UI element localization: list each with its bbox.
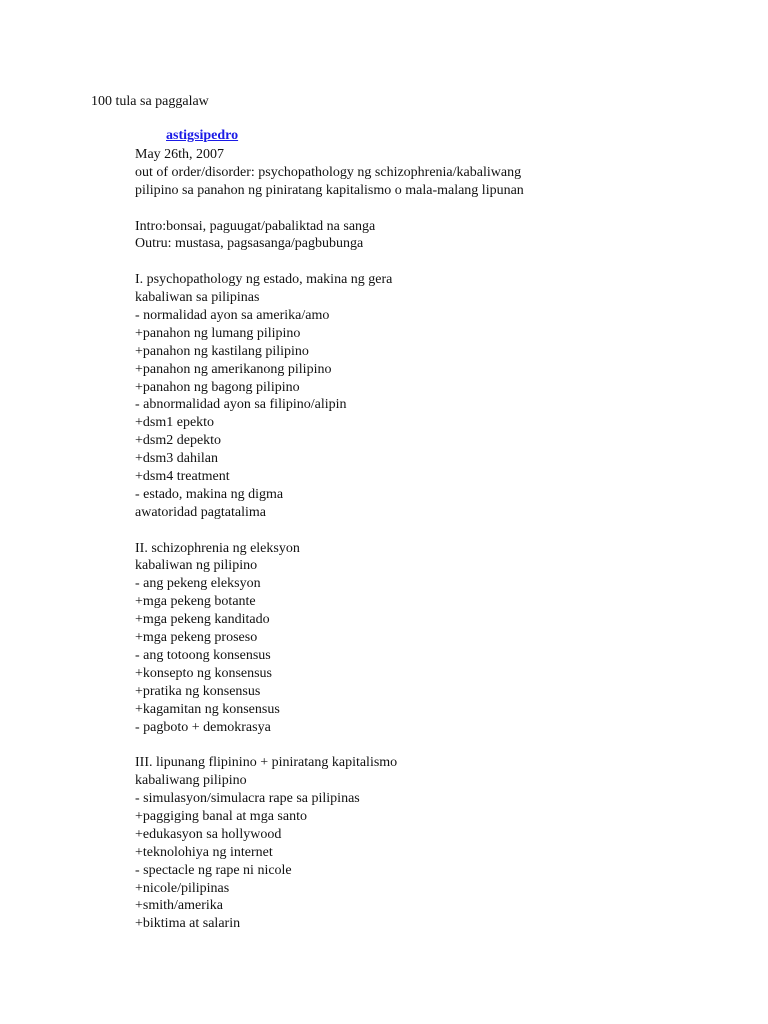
section2-line: +konsepto ng konsensus	[135, 665, 273, 681]
section2-line: +mga pekeng botante	[135, 594, 256, 610]
section2-line: kabaliwan ng pilipino	[135, 558, 258, 574]
post-date: May 26th, 2007	[135, 147, 225, 162]
section2-line: - ang pekeng eleksyon	[135, 576, 261, 592]
section1-line: kabaliwan sa pilipinas	[135, 290, 260, 306]
section1-line: +panahon ng amerikanong pilipino	[135, 361, 332, 377]
section1-line: - abnormalidad ayon sa filipino/alipin	[135, 397, 347, 413]
section3-line: - spectacle ng rape ni nicole	[135, 862, 292, 878]
section3-line: +nicole/pilipinas	[135, 880, 230, 896]
section1-line: +dsm2 depekto	[135, 433, 222, 449]
intro-line: Intro:bonsai, paguugat/pabaliktad na sanga	[135, 218, 376, 234]
document-body	[135, 146, 755, 933]
subtitle-line: pilipino sa panahon ng piniratang kapitalismo o mala-malang lipunan	[135, 182, 524, 198]
section2-line: +mga pekeng proseso	[135, 630, 258, 646]
section3-line: kabaliwang pilipino	[135, 773, 247, 789]
section1-line: +panahon ng bagong pilipino	[135, 379, 300, 395]
section1-line: +dsm3 dahilan	[135, 451, 218, 467]
section3-line: +edukasyon sa hollywood	[135, 826, 282, 842]
section2-line: - ang totoong konsensus	[135, 647, 271, 663]
section1-heading: I. psychopathology ng estado, makina ng gera	[135, 272, 393, 288]
section3-line: +smith/amerika	[135, 898, 223, 914]
section1-line: +panahon ng kastilang pilipino	[135, 343, 309, 359]
document-title: 100 tula sa paggalaw	[91, 94, 209, 109]
spacer	[135, 736, 755, 754]
intro-line: Outru: mustasa, pagsasanga/pagbubunga	[135, 236, 364, 252]
section2-heading: II. schizophrenia ng eleksyon	[135, 540, 300, 556]
section2-line: +kagamitan ng konsensus	[135, 701, 280, 717]
section1-line: - normalidad ayon sa amerika/amo	[135, 308, 330, 324]
subtitle-line: out of order/disorder: psychopathology ng schizophrenia/kabaliwang	[135, 164, 522, 180]
section1-line: +dsm1 epekto	[135, 415, 215, 431]
author-link[interactable]: astigsipedro	[166, 128, 239, 143]
spacer	[135, 253, 755, 271]
spacer	[135, 522, 755, 540]
section3-line: +biktima at salarin	[135, 916, 241, 932]
spacer	[135, 200, 755, 218]
section2-line: +mga pekeng kanditado	[135, 612, 270, 628]
section1-line: awatoridad pagtatalima	[135, 504, 266, 520]
section1-line: +dsm4 treatment	[135, 469, 230, 485]
section2-line: - pagboto + demokrasya	[135, 719, 271, 735]
section1-line: - estado, makina ng digma	[135, 486, 284, 502]
section3-line: - simulasyon/simulacra rape sa pilipinas	[135, 791, 360, 807]
section1-line: +panahon ng lumang pilipino	[135, 325, 301, 341]
section3-heading: III. lipunang flipinino + piniratang kapitalismo	[135, 755, 398, 771]
section2-line: +pratika ng konsensus	[135, 683, 261, 699]
section3-line: +paggiging banal at mga santo	[135, 808, 307, 824]
section3-line: +teknolohiya ng internet	[135, 844, 273, 860]
